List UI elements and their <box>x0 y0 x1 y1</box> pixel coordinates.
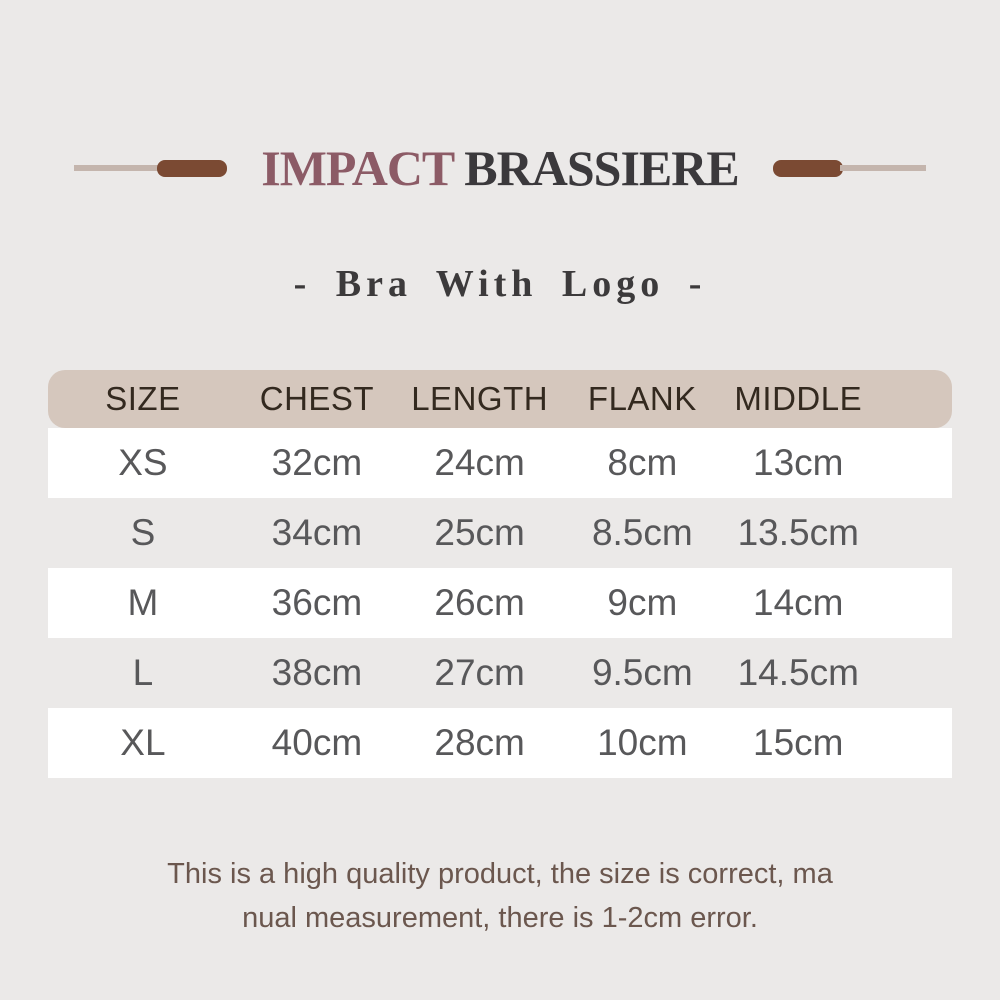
size-label: XS <box>118 442 168 483</box>
table-cell: 9cm <box>607 582 678 623</box>
size-table <box>48 370 952 778</box>
table-cell: 32cm <box>271 442 363 483</box>
table-cell: 40cm <box>271 722 363 763</box>
table-cell: 26cm <box>434 582 525 623</box>
column-header-flank: FLANK <box>587 380 697 417</box>
table-cell: 14.5cm <box>737 652 859 693</box>
table-row-s <box>48 498 952 568</box>
table-cell: 8.5cm <box>591 512 693 553</box>
product-subtitle: - Bra With Logo - <box>293 263 707 305</box>
table-cell: 34cm <box>271 512 363 553</box>
table-cell: 36cm <box>271 582 363 623</box>
column-header-length: LENGTH <box>411 380 549 417</box>
brand-header <box>0 140 1000 196</box>
table-cell: 38cm <box>271 652 363 693</box>
brand-bar-left <box>157 160 227 177</box>
size-label: M <box>127 582 159 623</box>
measurement-note-line2: nual measurement, there is 1-2cm error. <box>242 902 758 934</box>
brand-name-secondary: BRASSIERE <box>464 140 739 196</box>
table-cell: 10cm <box>597 722 688 763</box>
table-row-xl <box>48 708 952 778</box>
table-cell: 15cm <box>753 722 844 763</box>
size-label: L <box>132 652 154 693</box>
table-cell: 9.5cm <box>591 652 693 693</box>
divider-line-right <box>840 165 926 171</box>
brand-bar-right <box>773 160 843 177</box>
table-cell: 28cm <box>434 722 525 763</box>
measurement-note-line1: This is a high quality product, the size is correct, ma <box>167 858 833 890</box>
column-header-chest: CHEST <box>259 380 375 417</box>
table-row-l <box>48 638 952 708</box>
size-label: S <box>130 512 156 553</box>
brand-title <box>261 139 739 197</box>
column-header-middle: MIDDLE <box>734 380 863 417</box>
table-cell: 8cm <box>607 442 678 483</box>
table-row-xs <box>48 428 952 498</box>
table-cell: 13.5cm <box>737 512 859 553</box>
table-cell: 24cm <box>434 442 525 483</box>
divider-line-left <box>74 165 160 171</box>
brand-name-primary: IMPACT <box>261 140 455 196</box>
table-cell: 14cm <box>753 582 844 623</box>
table-cell: 25cm <box>434 512 525 553</box>
table-cell: 27cm <box>434 652 525 693</box>
size-table-header-row <box>48 370 952 428</box>
column-header-size: SIZE <box>105 380 181 417</box>
table-row-m <box>48 568 952 638</box>
table-cell: 13cm <box>753 442 844 483</box>
measurement-note <box>0 852 1000 940</box>
size-label: XL <box>120 722 166 763</box>
